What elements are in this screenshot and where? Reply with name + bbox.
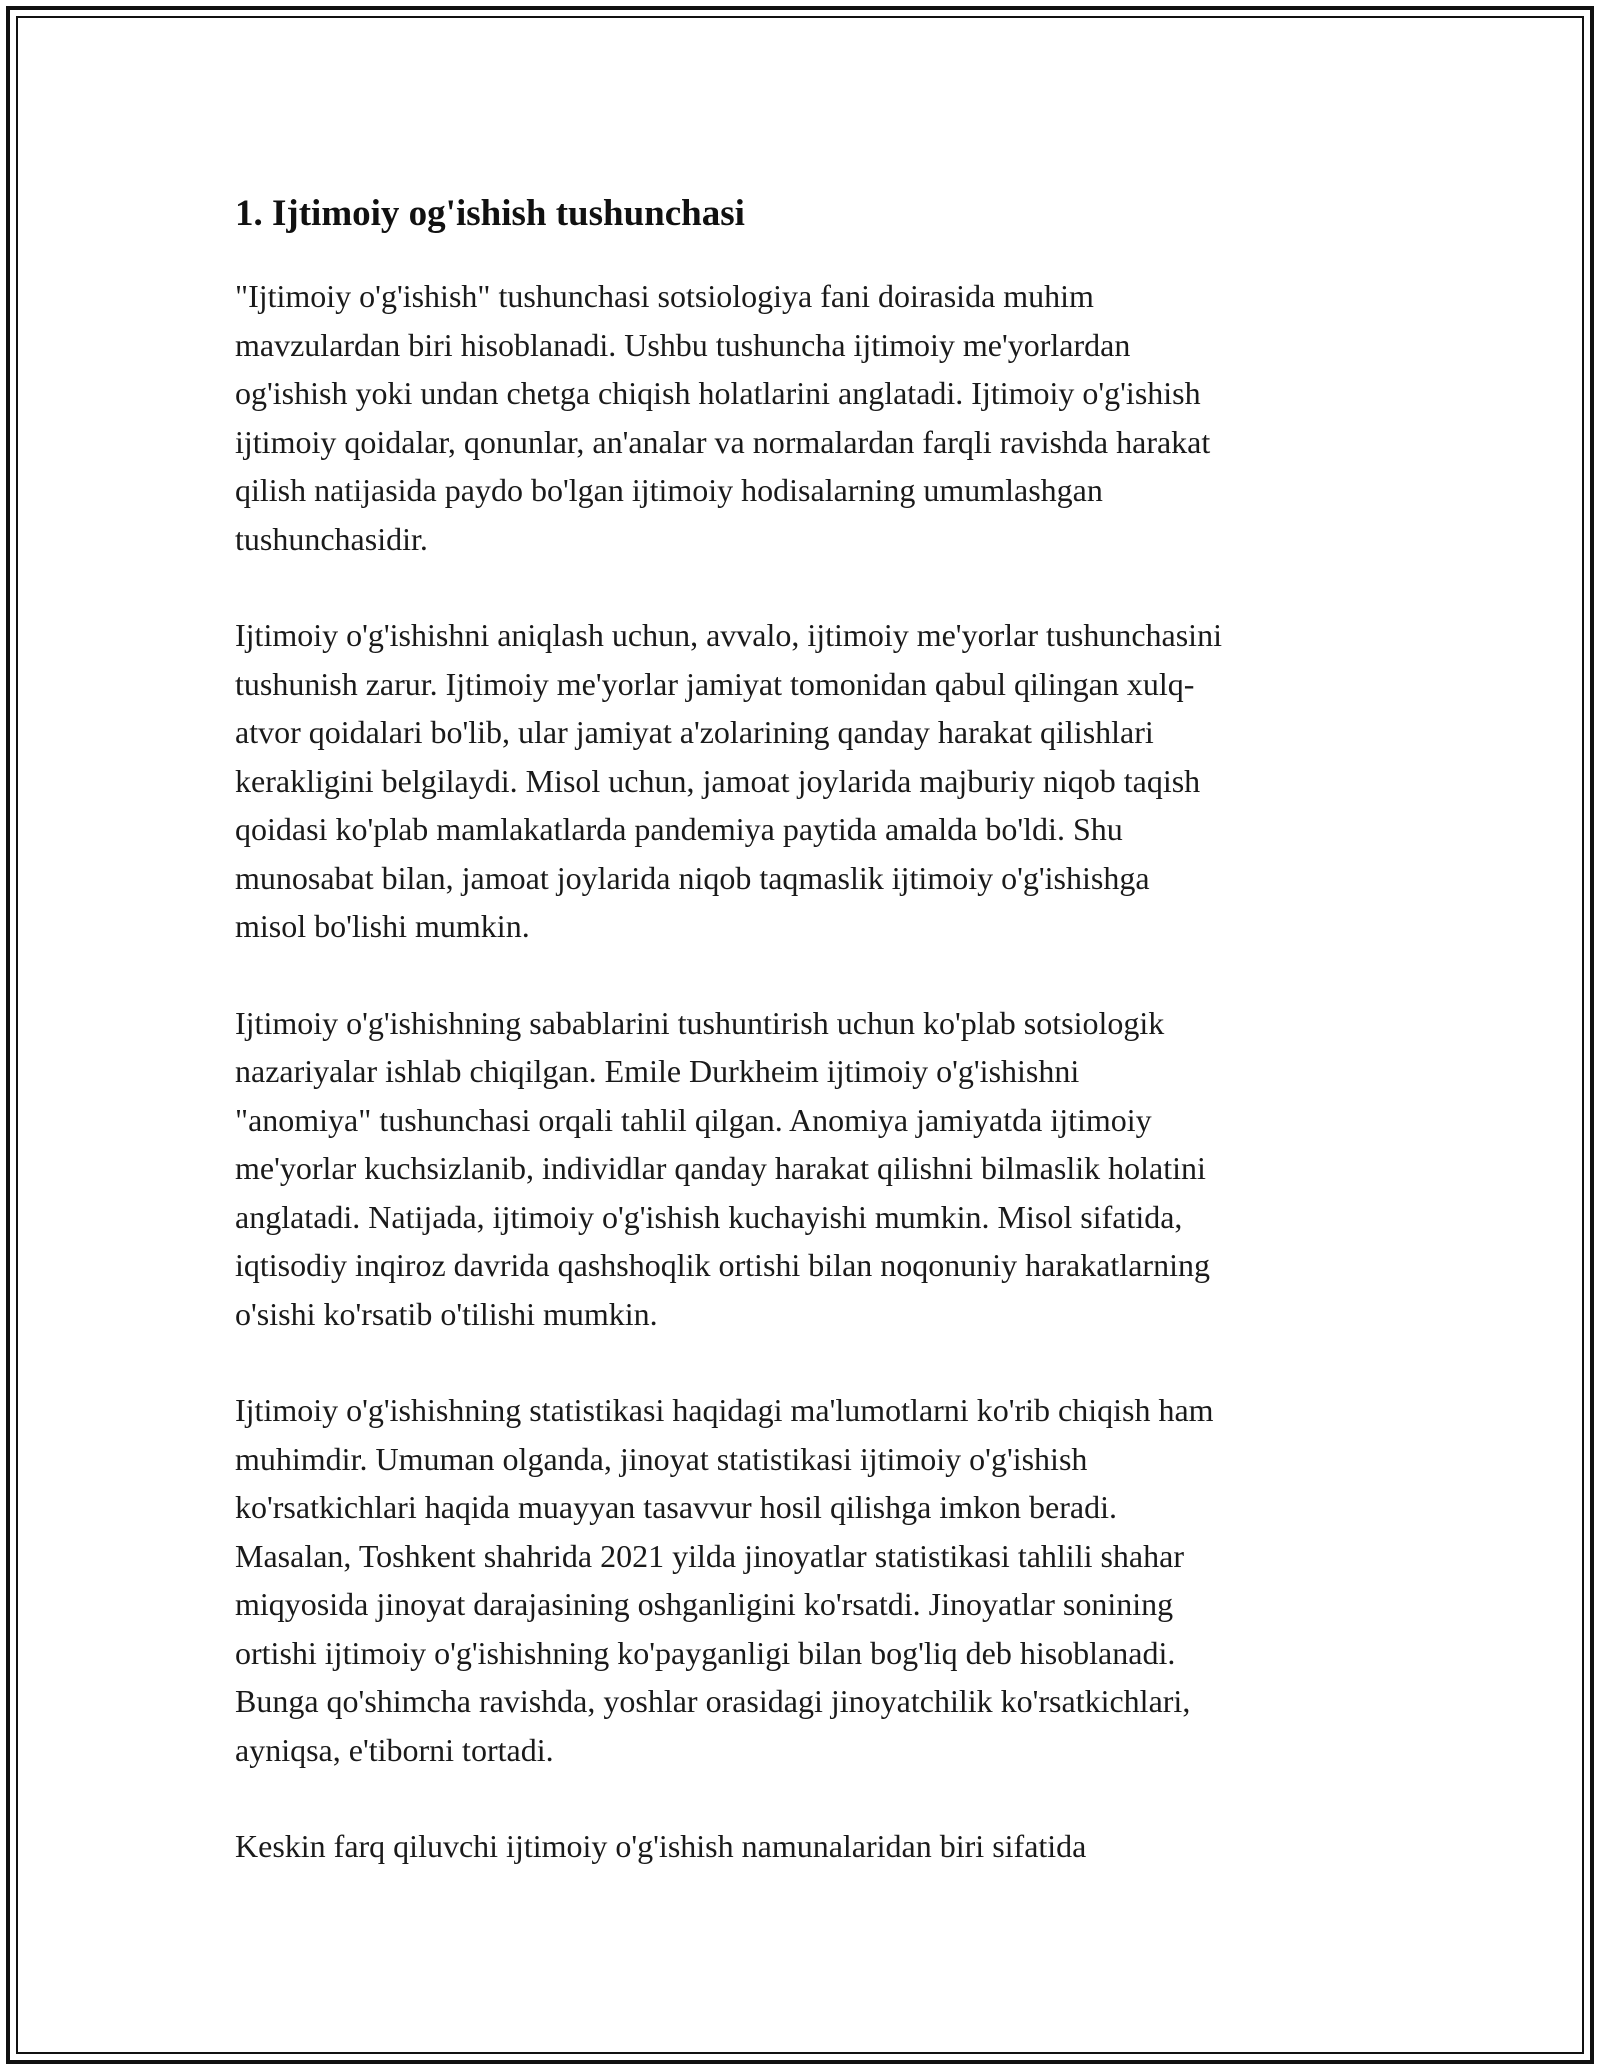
paragraph-4: Ijtimoiy o'g'ishishning statistikasi haqidagi ma'lumotlarni ko'rib chiqish ham muhimdir. Umuman olganda, jinoyat statistikasi ijtimoiy o'g'ishish ko'rsatkichlari haqida muayyan tasavvur hosil qilishga imkon beradi. Masalan, Toshkent shahrida 2021 yilda jinoyatlar statistikasi tahlili shahar miqyosida jinoyat darajasining oshganligini ko'rsatdi. Jinoyatlar sonining ortishi ijtimoiy o'g'ishishning ko'payganligi bilan bog'liq deb hisoblanadi. Bunga qo'shimcha ravishda, yoshlar orasidagi jinoyatchilik ko'rsatkichlari, ayniqsa, e'tiborni tortadi. [235,1392,1214,1768]
document-body [235,186,1385,1919]
paragraph-3: Ijtimoiy o'g'ishishning sabablarini tushuntirish uchun ko'plab sotsiologik nazariyalar ishlab chiqilgan. Emile Durkheim ijtimoiy o'g'ishishni "anomiya" tushunchasi orqali tahlil qilgan. Anomiya jamiyatda ijtimoiy me'yorlar kuchsizlanib, individlar qanday harakat qilishni bilmaslik holatini anglatadi. Natijada, ijtimoiy o'g'ishish kuchayishi mumkin. Misol sifatida, iqtisodiy inqiroz davrida qashshoqlik ortishi bilan noqonuniy harakatlarning o'sishi ko'rsatib o'tilishi mumkin. [235,1004,1210,1332]
paragraph-1: "Ijtimoiy o'g'ishish" tushunchasi sotsiologiya fani doirasida muhim mavzulardan biri hisoblanadi. Ushbu tushuncha ijtimoiy me'yorlardan og'ishish yoki undan chetga chiqish holatlarini anglatadi. Ijtimoiy o'g'ishish ijtimoiy qoidalar, qonunlar, an'analar va normalardan farqli ravishda harakat qilish natijasida paydo bo'lgan ijtimoiy hodisalarning umumlashgan tushunchasidir. [235,278,1211,557]
section-heading: 1. Ijtimoiy og'ishish tushunchasi [235,193,745,234]
paragraph-2: Ijtimoiy o'g'ishishni aniqlash uchun, avvalo, ijtimoiy me'yorlar tushunchasini tushunish zarur. Ijtimoiy me'yorlar jamiyat tomonidan qabul qilingan xulq- atvor qoidalari bo'lib, ular jamiyat a'zolarining qanday harakat qilishlari kerakligini belgilaydi. Misol uchun, jamoat joylarida majburiy niqob taqish qoidasi ko'plab mamlakatlarda pandemiya paytida amalda bo'ldi. Shu munosabat bilan, jamoat joylarida niqob taqmaslik ijtimoiy o'g'ishishga misol bo'lishi mumkin. [235,617,1222,944]
paragraph-5: Keskin farq qiluvchi ijtimoiy o'g'ishish namunalaridan biri sifatida [235,1828,1087,1864]
